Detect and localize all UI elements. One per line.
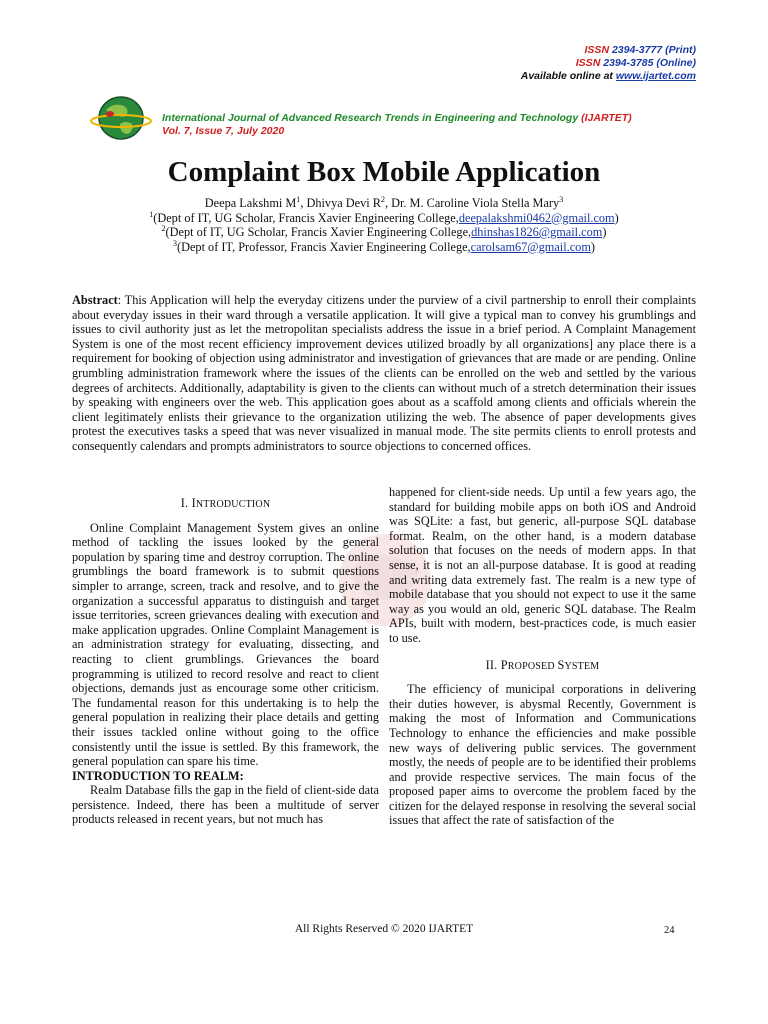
author-email-link[interactable]: deepalakshmi0462@gmail.com bbox=[458, 210, 615, 225]
journal-website-link[interactable]: www.ijartet.com bbox=[615, 70, 696, 82]
journal-volume: Vol. 7, Issue 7, July 2020 bbox=[162, 125, 285, 137]
right-column bbox=[389, 485, 696, 828]
author-email-link[interactable]: dhinshas1826@gmail.com bbox=[471, 225, 603, 239]
affiliation-3: $^3$(Dept of IT, Professor, Francis Xavier Engineering College,carolsam67@gmail.com) bbox=[172, 238, 595, 254]
abstract bbox=[72, 293, 696, 454]
issn-online: ISSN 2394-3785 (Online) bbox=[575, 57, 696, 69]
issn-block bbox=[521, 44, 696, 83]
section-heading-introduction: I. INTRODUCTION bbox=[180, 496, 271, 510]
affiliation-1: $^1$(Dept of IT, UG Scholar, Francis Xavier Engineering College,deepalakshmi0462@gmail.com) bbox=[149, 209, 619, 225]
journal-header bbox=[162, 112, 632, 138]
affiliation-2: $^2$(Dept of IT, UG Scholar, Francis Xavier Engineering College,dhinshas1826@gmail.com) bbox=[161, 223, 607, 239]
proposed-system-paragraph: The efficiency of municipal corporations in delivering their duties however, is abysmal Recently, Government is making the most of Information and Communications Technology to enhance the efficiencies and make possible new ways of delivering public services. The government mostly, the needs of people are to be identified their problems and provide respective services. The main focus of the proposed paper aims to overcome the problem faced by the citizen for the delayed response in resolving the several social issues that affect the rate of satisfaction of the bbox=[389, 682, 696, 828]
intro-paragraph: Online Complaint Management System gives an online method of tackling the issues looked by the general population by sparing time and destroy corruption. The online grumblings the board framework is to submit questions simpler to arrange, screen, track and resolve, and to give the organization a successful apparatus to distinguish and target issue territories, screen grievances dealing with execution and make application upgrades. Online Complaint Management is an administration strategy for evaluating, dissecting, and reacting to client grumblings. Grievances the board programming is utilized to record resolve and react to client objections, demands just as encourage some other criticism. The fundamental reason for this undertaking is to help the general population in realizing their place details and getting their issues tackled online without going to the office consistently until the issue is settled. By this framework, the general population can spare his time. bbox=[72, 520, 379, 769]
section-heading-proposed-system: II. PROPOSED SYSTEM bbox=[485, 657, 600, 672]
abstract-label: Abstract bbox=[72, 293, 118, 307]
journal-globe-logo bbox=[90, 94, 152, 142]
realm-paragraph: Realm Database fills the gap in the field of client-side data persistence. Indeed, there has been a multitude of server products released in recent years, but not much has bbox=[72, 783, 379, 827]
left-column bbox=[72, 496, 379, 827]
paper-title: Complaint Box Mobile Application bbox=[167, 156, 601, 188]
page-number: 24 bbox=[664, 925, 675, 936]
issn-print: ISSN 2394-3777 (Print) bbox=[584, 44, 696, 56]
author-list: Deepa Lakshmi $M^1$, Dhivya Devi $R^2$, Dr. M. Caroline Viola Stella Mary$^3$ bbox=[204, 194, 564, 210]
availability: Available online at www.ijartet.com bbox=[520, 70, 696, 82]
subsection-heading-realm: INTRODUCTION TO REALM: bbox=[72, 768, 244, 783]
author-block bbox=[0, 196, 768, 254]
author-email-link[interactable]: carolsam67@gmail.com bbox=[470, 239, 591, 254]
abstract-text: : This Application will help the everyday citizens under the purview of a civil partnership to enroll their complaints about everyday issues in their ward through a versatile application. It will give a typical man to convey his grumblings and issues to civil authority just as let the metropolitan specialists address the issue in a brief period. A Complaint Management System is one of the most recent efficiency improvement devices utilized broadly by all organizations] any place there is a requirement for booking of objection using administrator and investigation of grievances that are made or are pending. Online grumbling administration framework where the issues of the clients can be enrolled on the web and settled by the various degrees of architects. Additionally, adaptability is given to the clients can without much of a stretch determination their issues by speaking with engineers over the web. This application goes about as a scaffold among clients and officials wherein the client legitimately enlists their grievance to the organization utilizing the web. The absence of paper developments gives protest the executives tasks a speed that was never visualized in manual mode. The site permits clients to enroll protests and consequently calendars and prompts administrators to source objections to concerned offices. bbox=[72, 293, 696, 453]
realm-paragraph-continued: happened for client-side needs. Up until a few years ago, the standard for building mobile apps on both iOS and Android was SQLite: a fast, but generic, all-purpose SQL database format. Realm, on the other hand, is a modern database solution that focuses on the needs of modern apps. In that sense, it is not an all-purpose database. It is good at reading and writing data extremely fast. The realm is a new type of mobile database that you should not expect to use it the same way as you would an old, generic SQL database. The Realm APIs, built with modern, best-practices code, is much easier to use. bbox=[389, 485, 696, 645]
journal-name: International Journal of Advanced Research Trends in Engineering and Technology (IJARTET) bbox=[162, 112, 632, 124]
footer-copyright: All Rights Reserved © 2020 IJARTET bbox=[294, 923, 474, 935]
